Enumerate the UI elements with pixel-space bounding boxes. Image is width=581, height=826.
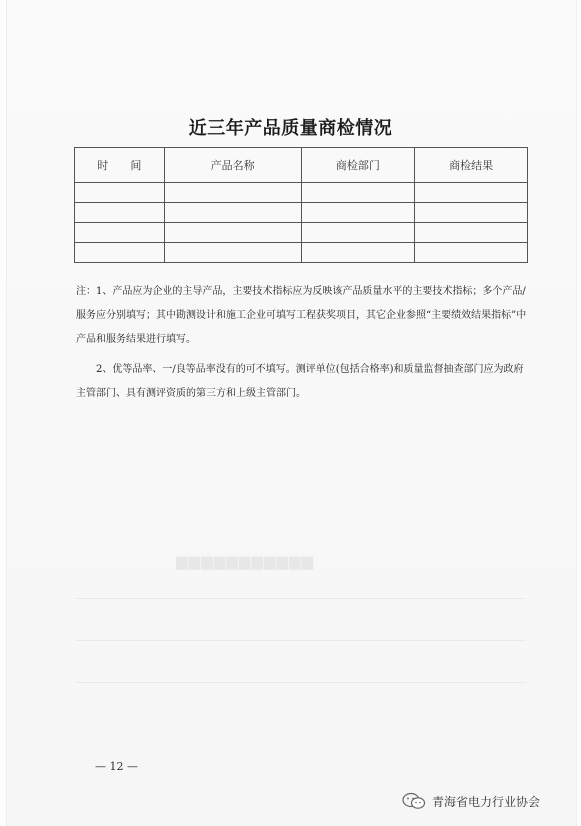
watermark-label: 青海省电力行业协会 <box>432 794 541 809</box>
notes-section <box>76 280 528 406</box>
table-cell[interactable] <box>301 223 415 243</box>
table-cell[interactable] <box>75 223 165 243</box>
table-header-row <box>75 148 528 183</box>
table-cell[interactable] <box>75 243 165 263</box>
wechat-icon <box>402 792 426 810</box>
wechat-watermark <box>402 792 540 810</box>
inspection-table <box>74 147 528 263</box>
bleed-through-line <box>76 598 526 599</box>
note-1: 注：1、产品应为企业的主导产品，主要技术指标应为反映该产品质量水平的主要技术指标；多个产品/服务应分别填写；其中勘测设计和施工企业可填写工程获奖项目，其它企业参照“主要绩效结果指标”中产品和服务结果进行填写。 <box>76 286 527 345</box>
table-cell[interactable] <box>301 183 415 203</box>
table-row <box>75 223 528 243</box>
table-cell[interactable] <box>415 243 528 263</box>
document-title: 近三年产品质量商检情况 <box>188 118 393 139</box>
column-header-inspection-dept: 商检部门 <box>301 148 415 183</box>
column-header-inspection-result: 商检结果 <box>415 148 528 183</box>
table-row <box>75 183 528 203</box>
table-cell[interactable] <box>164 223 301 243</box>
bleed-through-line <box>76 682 526 683</box>
table-cell[interactable] <box>164 203 301 223</box>
note-2: 2、优等品率、一/良等品率没有的可不填写。测评单位(包括合格率)和质量监督抽查部门应为政府主管部门、具有测评资质的第三方和上级主管部门。 <box>76 364 524 399</box>
table-cell[interactable] <box>75 203 165 223</box>
table-row <box>75 243 528 263</box>
column-header-product-name: 产品名称 <box>164 148 301 183</box>
bleed-through-text: ▆▆▆▆▆▆▆▆▆▆▆ <box>176 552 314 570</box>
table-cell[interactable] <box>301 243 415 263</box>
page-number: — 12 — <box>95 760 138 773</box>
table-cell[interactable] <box>164 243 301 263</box>
table-cell[interactable] <box>415 223 528 243</box>
column-header-time: 时 间 <box>75 148 165 183</box>
table-cell[interactable] <box>301 203 415 223</box>
table-cell[interactable] <box>75 183 165 203</box>
bleed-through-line <box>76 640 526 641</box>
table-cell[interactable] <box>415 203 528 223</box>
table-cell[interactable] <box>415 183 528 203</box>
table-cell[interactable] <box>164 183 301 203</box>
table-row <box>75 203 528 223</box>
